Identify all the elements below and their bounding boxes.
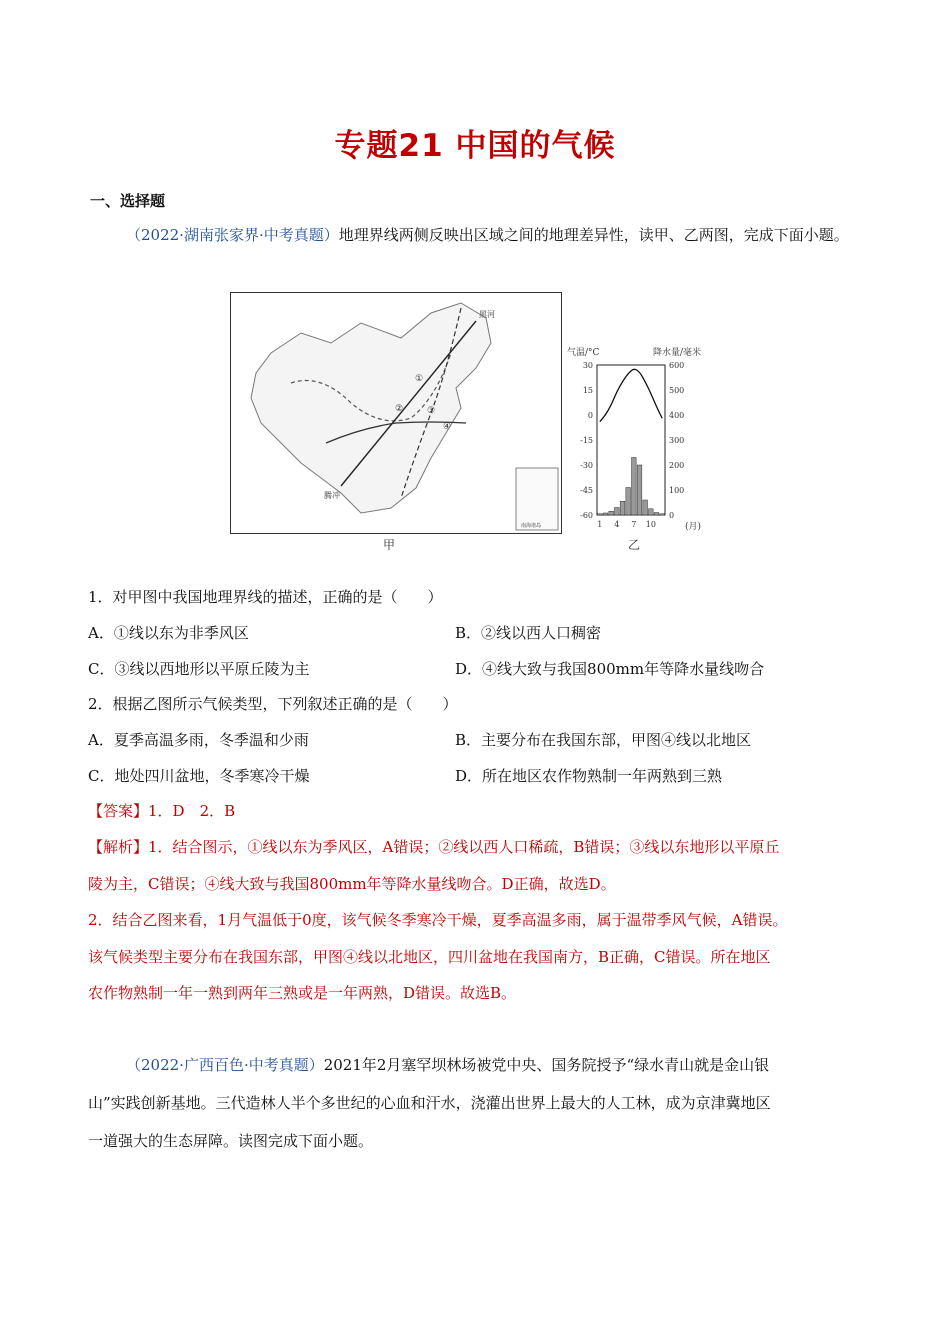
question-intro-2-line-1 <box>126 1054 769 1075</box>
analysis-line-4: 该气候类型主要分布在我国东部，甲图④线以北地区，四川盆地在我国南方，B正确，C错误。所在地区 <box>88 948 771 966</box>
precipitation-bar <box>643 500 648 515</box>
x-unit-label: (月) <box>685 522 702 532</box>
q1-option-c: C．③线以西地形以平原丘陵为主 <box>88 660 310 678</box>
q2-option-a: A．夏季高温多雨，冬季温和少雨 <box>88 731 309 749</box>
y-right-tick: 0 <box>669 511 675 520</box>
precipitation-bar <box>615 508 620 516</box>
page-title: 专题21 中国的气候 <box>334 128 616 164</box>
china-map <box>231 293 561 533</box>
precipitation-bars <box>598 458 665 516</box>
plot-frame <box>597 365 665 515</box>
q2-option-d: D．所在地区农作物熟制一年两熟到三熟 <box>455 767 723 785</box>
y-left-tick: 30 <box>582 361 593 370</box>
label-line-3: ③ <box>427 406 436 416</box>
inset-map <box>516 468 558 530</box>
analysis-text: 1．结合图示，①线以东为季风区，A错误；②线以西人口稀疏，B错误；③线以东地形以平原丘 <box>148 838 780 856</box>
question-intro-1 <box>88 216 868 254</box>
y-right-tick: 400 <box>669 411 685 420</box>
china-map-figure <box>230 292 562 534</box>
section-heading: 一、选择题 <box>90 192 166 210</box>
precipitation-bar <box>649 509 654 515</box>
analysis-line-1 <box>88 836 779 857</box>
label-line-4: ④ <box>443 422 452 432</box>
q2-option-b: B．主要分布在我国东部，甲图④线以北地区 <box>455 731 752 749</box>
precipitation-bar <box>626 488 631 516</box>
label-tengchong: 腾冲 <box>324 491 340 500</box>
answer-tag: 【答案】 <box>88 802 149 820</box>
q2-stem: 2．根据乙图所示气候类型，下列叙述正确的是（ ） <box>88 695 458 713</box>
answer-text: 1．D 2．B <box>148 802 236 820</box>
label-line-1: ① <box>415 374 424 384</box>
q1-stem: 1．对甲图中我国地理界线的描述，正确的是（ ） <box>88 588 443 606</box>
x-tick: 1 <box>597 520 603 529</box>
question-source-2: （2022·广西百色·中考真题） <box>126 1056 324 1074</box>
q1-option-b: B．②线以西人口稠密 <box>455 624 602 642</box>
chart-caption: 乙 <box>628 538 641 552</box>
q1-option-a: A．①线以东为非季风区 <box>88 624 249 642</box>
answer <box>88 800 235 821</box>
analysis-line-5: 农作物熟制一年一熟到两年三熟或是一年两熟，D错误。故选B。 <box>88 984 517 1002</box>
y-right-tick: 500 <box>669 386 685 395</box>
y-left-tick: -15 <box>580 436 593 445</box>
q2-option-c: C．地处四川盆地，冬季寒冷干燥 <box>88 767 310 785</box>
y-left-tick: -60 <box>580 511 593 520</box>
y-right-tick: 600 <box>669 361 685 370</box>
y-left-tick: 0 <box>587 411 593 420</box>
y-left-label: 气温/°C <box>567 348 600 358</box>
intro-text: 地理界线两侧反映出区域之间的地理差异性，读甲、乙两图，完成下面小题。 <box>338 226 849 244</box>
y-left-tick: -30 <box>580 461 593 470</box>
analysis-tag: 【解析】 <box>88 838 149 856</box>
precipitation-bar <box>609 511 614 515</box>
map-caption: 甲 <box>383 538 396 552</box>
label-line-2: ② <box>395 404 404 414</box>
question-source: （2022·湖南张家界·中考真题） <box>126 226 339 244</box>
y-right-label: 降水量/毫米 <box>653 348 702 358</box>
question-intro-2-line-3: 一道强大的生态屏障。读图完成下面小题。 <box>88 1132 374 1150</box>
x-tick: 10 <box>645 520 656 529</box>
label-inset: 南海诸岛 <box>521 523 542 529</box>
x-tick: 7 <box>631 520 637 529</box>
intro-2-text: 2021年2月塞罕坝林场被党中央、国务院授予“绿水青山就是金山银 <box>323 1056 770 1074</box>
q1-option-d: D．④线大致与我国800mm年等降水量线吻合 <box>455 660 765 678</box>
precipitation-bar <box>660 514 665 515</box>
label-heihe: 黑河 <box>479 310 495 319</box>
analysis-line-3: 2．结合乙图来看，1月气温低于0度，该气候冬季寒冷干燥，夏季高温多雨，属于温带季风气候，A错误。 <box>88 911 788 929</box>
y-right-tick: 100 <box>669 486 685 495</box>
precipitation-bar <box>620 501 625 515</box>
question-intro-2-line-2: 山”实践创新基地。三代造林人半个多世纪的心血和汗水，浇灌出世界上最大的人工林，成为京津冀地区 <box>88 1094 771 1112</box>
y-left-tick: -45 <box>580 486 593 495</box>
precipitation-bar <box>598 514 603 515</box>
precipitation-bar <box>632 458 637 516</box>
climate-chart <box>565 345 730 535</box>
y-right-tick: 300 <box>669 436 685 445</box>
y-left-tick: 15 <box>582 386 593 395</box>
analysis-line-2: 陵为主，C错误；④线大致与我国800mm年等降水量线吻合。D正确，故选D。 <box>88 875 616 893</box>
temperature-line <box>600 369 662 421</box>
y-right-tick: 200 <box>669 461 685 470</box>
precipitation-bar <box>637 465 642 515</box>
x-tick: 4 <box>614 520 620 529</box>
precipitation-bar <box>603 513 608 515</box>
precipitation-bar <box>654 513 659 516</box>
